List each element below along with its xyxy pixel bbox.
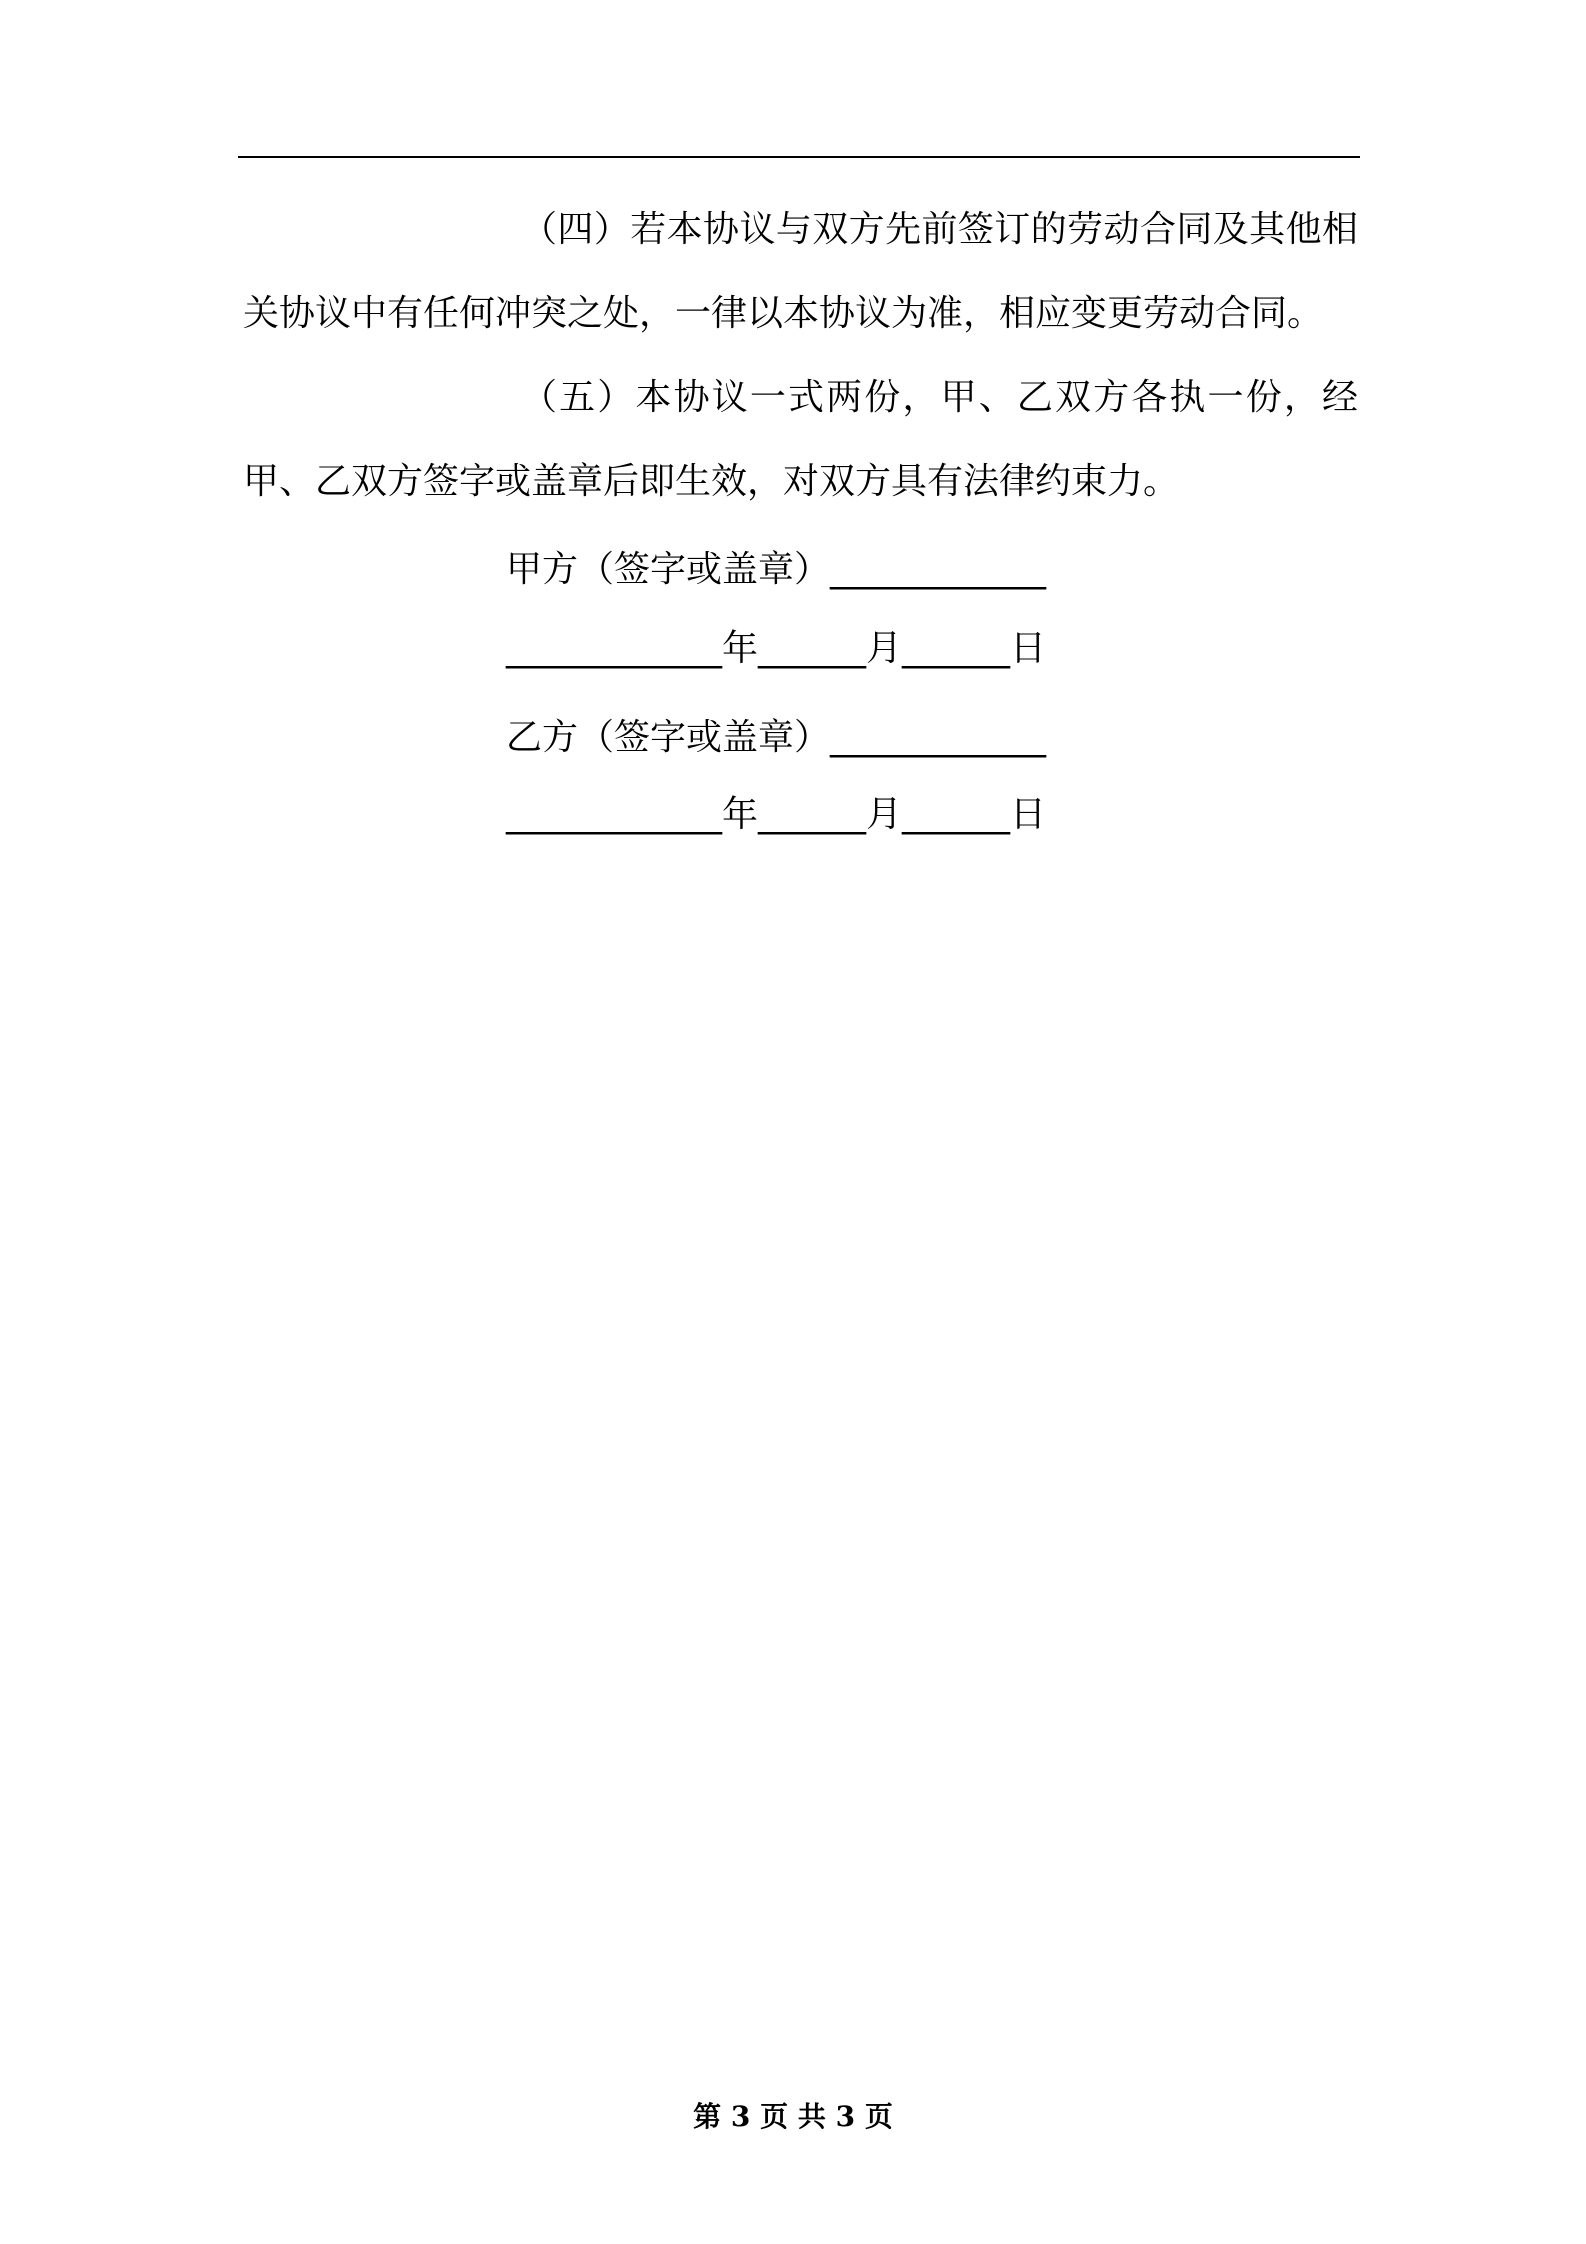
- party-a-date-line: ____________年______月______日: [506, 628, 1046, 669]
- clause-four-paragraph: （四）若本协议与双方先前签订的劳动合同及其他相关协议中有任何冲突之处，一律以本协议为准，相应变更劳动合同。: [243, 209, 1358, 334]
- clause-five-paragraph: （五）本协议一式两份，甲、乙双方各执一份，经甲、乙双方签字或盖章后即生效，对双方具有法律约束力。: [243, 377, 1358, 502]
- party-b-date-line: ____________年______月______日: [506, 794, 1046, 835]
- party-b-signature-line: 乙方（签字或盖章）____________: [506, 717, 1047, 758]
- page-number-footer: 第 3 页 共 3 页: [693, 2100, 893, 2133]
- party-a-signature-line: 甲方（签字或盖章）____________: [506, 549, 1047, 590]
- header-rule: [238, 156, 1360, 158]
